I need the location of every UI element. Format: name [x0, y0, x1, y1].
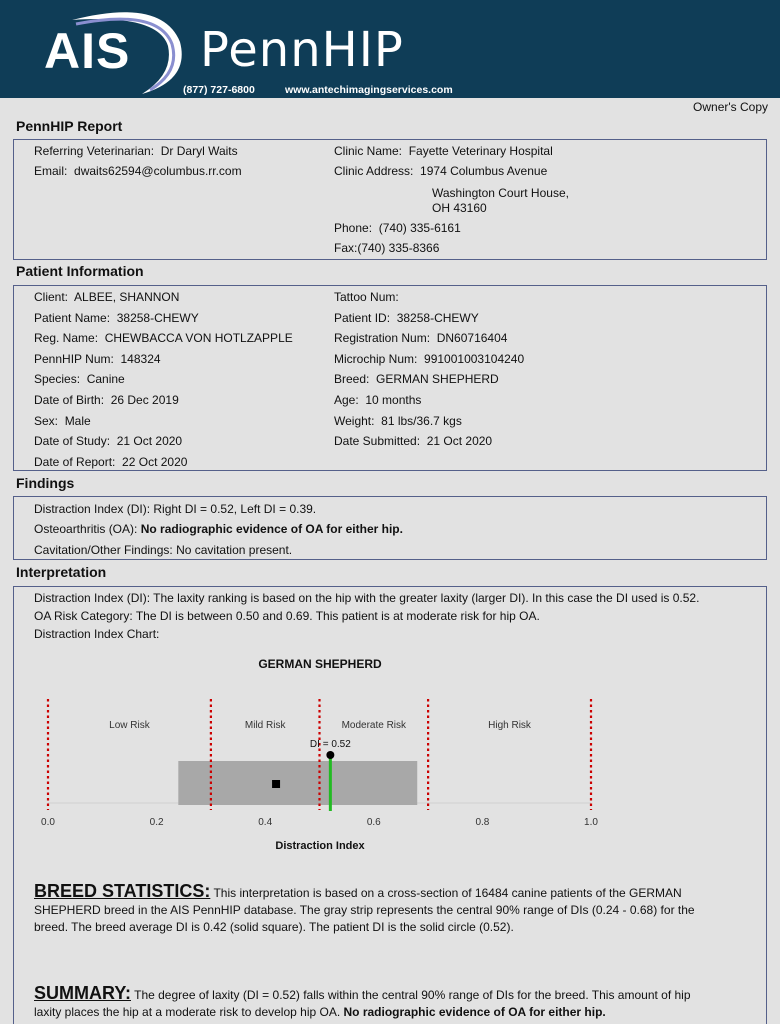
left-row: [34, 414, 91, 428]
left-value: ALBEE, SHANNON: [74, 290, 180, 304]
left-value: Canine: [86, 372, 125, 387]
left-value: 22 Oct 2020: [122, 454, 188, 469]
x-tick-label: 0.0: [41, 817, 55, 828]
left-value: 148324: [120, 351, 161, 366]
risk-zone-label: Mild Risk: [244, 720, 286, 731]
interpretation-line2: OA Risk Category: The DI is between 0.50 and 0.69. This patient is at moderate risk for hip OA.: [34, 609, 540, 623]
left-row: [34, 331, 293, 345]
findings-cavitation: Cavitation/Other Findings: No cavitation present.: [34, 543, 293, 557]
left-row: [34, 352, 161, 366]
right-row: [334, 372, 499, 386]
right-value: 38258-CHEWY: [396, 310, 479, 325]
breed-average-square: [272, 780, 280, 788]
breed-range-strip: [178, 761, 417, 805]
interpretation-line3: Distraction Index Chart:: [34, 627, 160, 641]
report-title: PennHIP Report: [16, 118, 123, 134]
right-row: [334, 290, 402, 304]
left-value: 21 Oct 2020: [116, 434, 183, 449]
left-value: 26 Dec 2019: [110, 393, 179, 407]
patient-info-title: Patient Information: [16, 263, 144, 279]
clinic-address-line2: Washington Court House,: [432, 186, 569, 200]
right-row: [334, 331, 507, 345]
x-tick-label: 1.0: [584, 817, 598, 828]
left-label: Sex:: [34, 413, 59, 428]
left-label: Reg. Name:: [34, 331, 99, 346]
patient-info-box: [13, 285, 767, 471]
left-row: [34, 290, 179, 304]
left-label: Date of Report:: [34, 454, 116, 469]
di-chart: [14, 587, 766, 867]
left-value: CHEWBACCA VON HOTLZAPPLE: [104, 331, 293, 346]
right-value: 81 lbs/36.7 kgs: [381, 413, 462, 428]
left-row: [34, 455, 187, 469]
right-label: Breed:: [334, 372, 370, 387]
report-box: [13, 139, 767, 260]
patient-di-label: DI = 0.52: [309, 739, 351, 750]
clinic-fax: Fax:(740) 335-8366: [334, 241, 440, 255]
findings-box: [13, 496, 767, 560]
findings-di: Distraction Index (DI): Right DI = 0.52, Left DI = 0.39.: [34, 502, 317, 516]
findings-title: Findings: [16, 475, 75, 491]
left-label: Date of Study:: [34, 434, 111, 449]
referring-vet: Referring Veterinarian: Dr Daryl Waits: [34, 144, 238, 158]
left-value: Male: [64, 413, 91, 428]
left-row: [34, 372, 125, 386]
right-label: Microchip Num:: [334, 351, 418, 366]
risk-zone-label: Moderate Risk: [341, 720, 407, 731]
right-value: DN60716404: [436, 331, 508, 346]
chart-title: GERMAN SHEPHERD: [258, 657, 382, 671]
clinic-address: Clinic Address: 1974 Columbus Avenue: [334, 164, 548, 178]
right-row: [334, 414, 462, 428]
left-value: 38258-CHEWY: [116, 310, 199, 325]
x-axis-label: Distraction Index: [275, 840, 365, 852]
left-row: [34, 434, 182, 448]
right-label: Tattoo Num:: [334, 290, 399, 304]
patient-di-circle: [326, 751, 334, 759]
risk-zone-label: High Risk: [488, 720, 531, 731]
findings-oa: Osteoarthritis (OA): No radiographic evidence of OA for either hip.: [34, 522, 403, 536]
header-phone: (877) 727-6800: [183, 84, 255, 96]
right-value: 991001003104240: [424, 351, 525, 366]
right-row: [334, 311, 479, 325]
right-label: Age:: [334, 393, 359, 407]
right-value: 10 months: [365, 393, 422, 407]
right-label: Registration Num:: [334, 331, 431, 346]
header-website: www.antechimagingservices.com: [285, 84, 453, 96]
x-tick-label: 0.2: [149, 817, 164, 828]
interpretation-box: [13, 586, 767, 1024]
breed-statistics-paragraph: BREED STATISTICS: This interpretation is based on a cross-section of 16484 canine patients of the GERMAN SHEPHERD breed in the AIS PennHIP database. The gray strip represents the central 90% range of DIs (0.24 - 0.68) for the breed. The breed average DI is 0.42 (solid square). The patient DI is the solid circle (0.52).: [34, 881, 695, 934]
left-row: [34, 393, 179, 407]
left-label: Client:: [34, 290, 69, 304]
left-label: Date of Birth:: [34, 393, 105, 407]
right-label: Patient ID:: [334, 310, 391, 325]
left-row: [34, 311, 199, 325]
summary-paragraph: SUMMARY: The degree of laxity (DI = 0.52) falls within the central 90% range of DIs for the breed. This amount of hip laxity places the hip at a moderate risk to develop hip OA. No radiographic evidence of OA for either hip.: [34, 983, 691, 1019]
vet-email: Email: dwaits62594@columbus.rr.com: [34, 164, 242, 178]
interpretation-title: Interpretation: [16, 564, 107, 580]
logo-pennhip-text: PennHIP: [200, 22, 404, 78]
left-label: Species:: [34, 372, 81, 387]
header-banner: [0, 0, 780, 98]
left-label: PennHIP Num:: [34, 351, 114, 366]
right-row: [334, 434, 492, 448]
x-tick-label: 0.4: [258, 817, 273, 828]
right-row: [334, 352, 524, 366]
x-tick-label: 0.6: [366, 817, 381, 828]
right-value: 21 Oct 2020: [426, 434, 493, 449]
right-label: Date Submitted:: [334, 434, 421, 449]
interpretation-line1: Distraction Index (DI): The laxity ranking is based on the hip with the greater laxity (larger DI). In this case the DI used is 0.52.: [34, 591, 700, 605]
breed-statistics-heading: BREED STATISTICS:: [34, 881, 211, 901]
right-label: Weight:: [334, 413, 375, 428]
clinic-name: Clinic Name: Fayette Veterinary Hospital: [334, 144, 553, 158]
x-tick-label: 0.8: [475, 817, 490, 828]
right-value: GERMAN SHEPHERD: [376, 372, 499, 387]
left-label: Patient Name:: [34, 310, 111, 325]
clinic-phone: Phone: (740) 335-6161: [334, 221, 461, 235]
summary-heading: SUMMARY:: [34, 983, 131, 1003]
owners-copy-label: Owner's Copy: [693, 100, 768, 114]
clinic-address-line3: OH 43160: [432, 201, 487, 215]
risk-zone-label: Low Risk: [109, 720, 150, 731]
right-row: [334, 393, 421, 407]
logo-ais-text: AIS: [44, 23, 131, 79]
